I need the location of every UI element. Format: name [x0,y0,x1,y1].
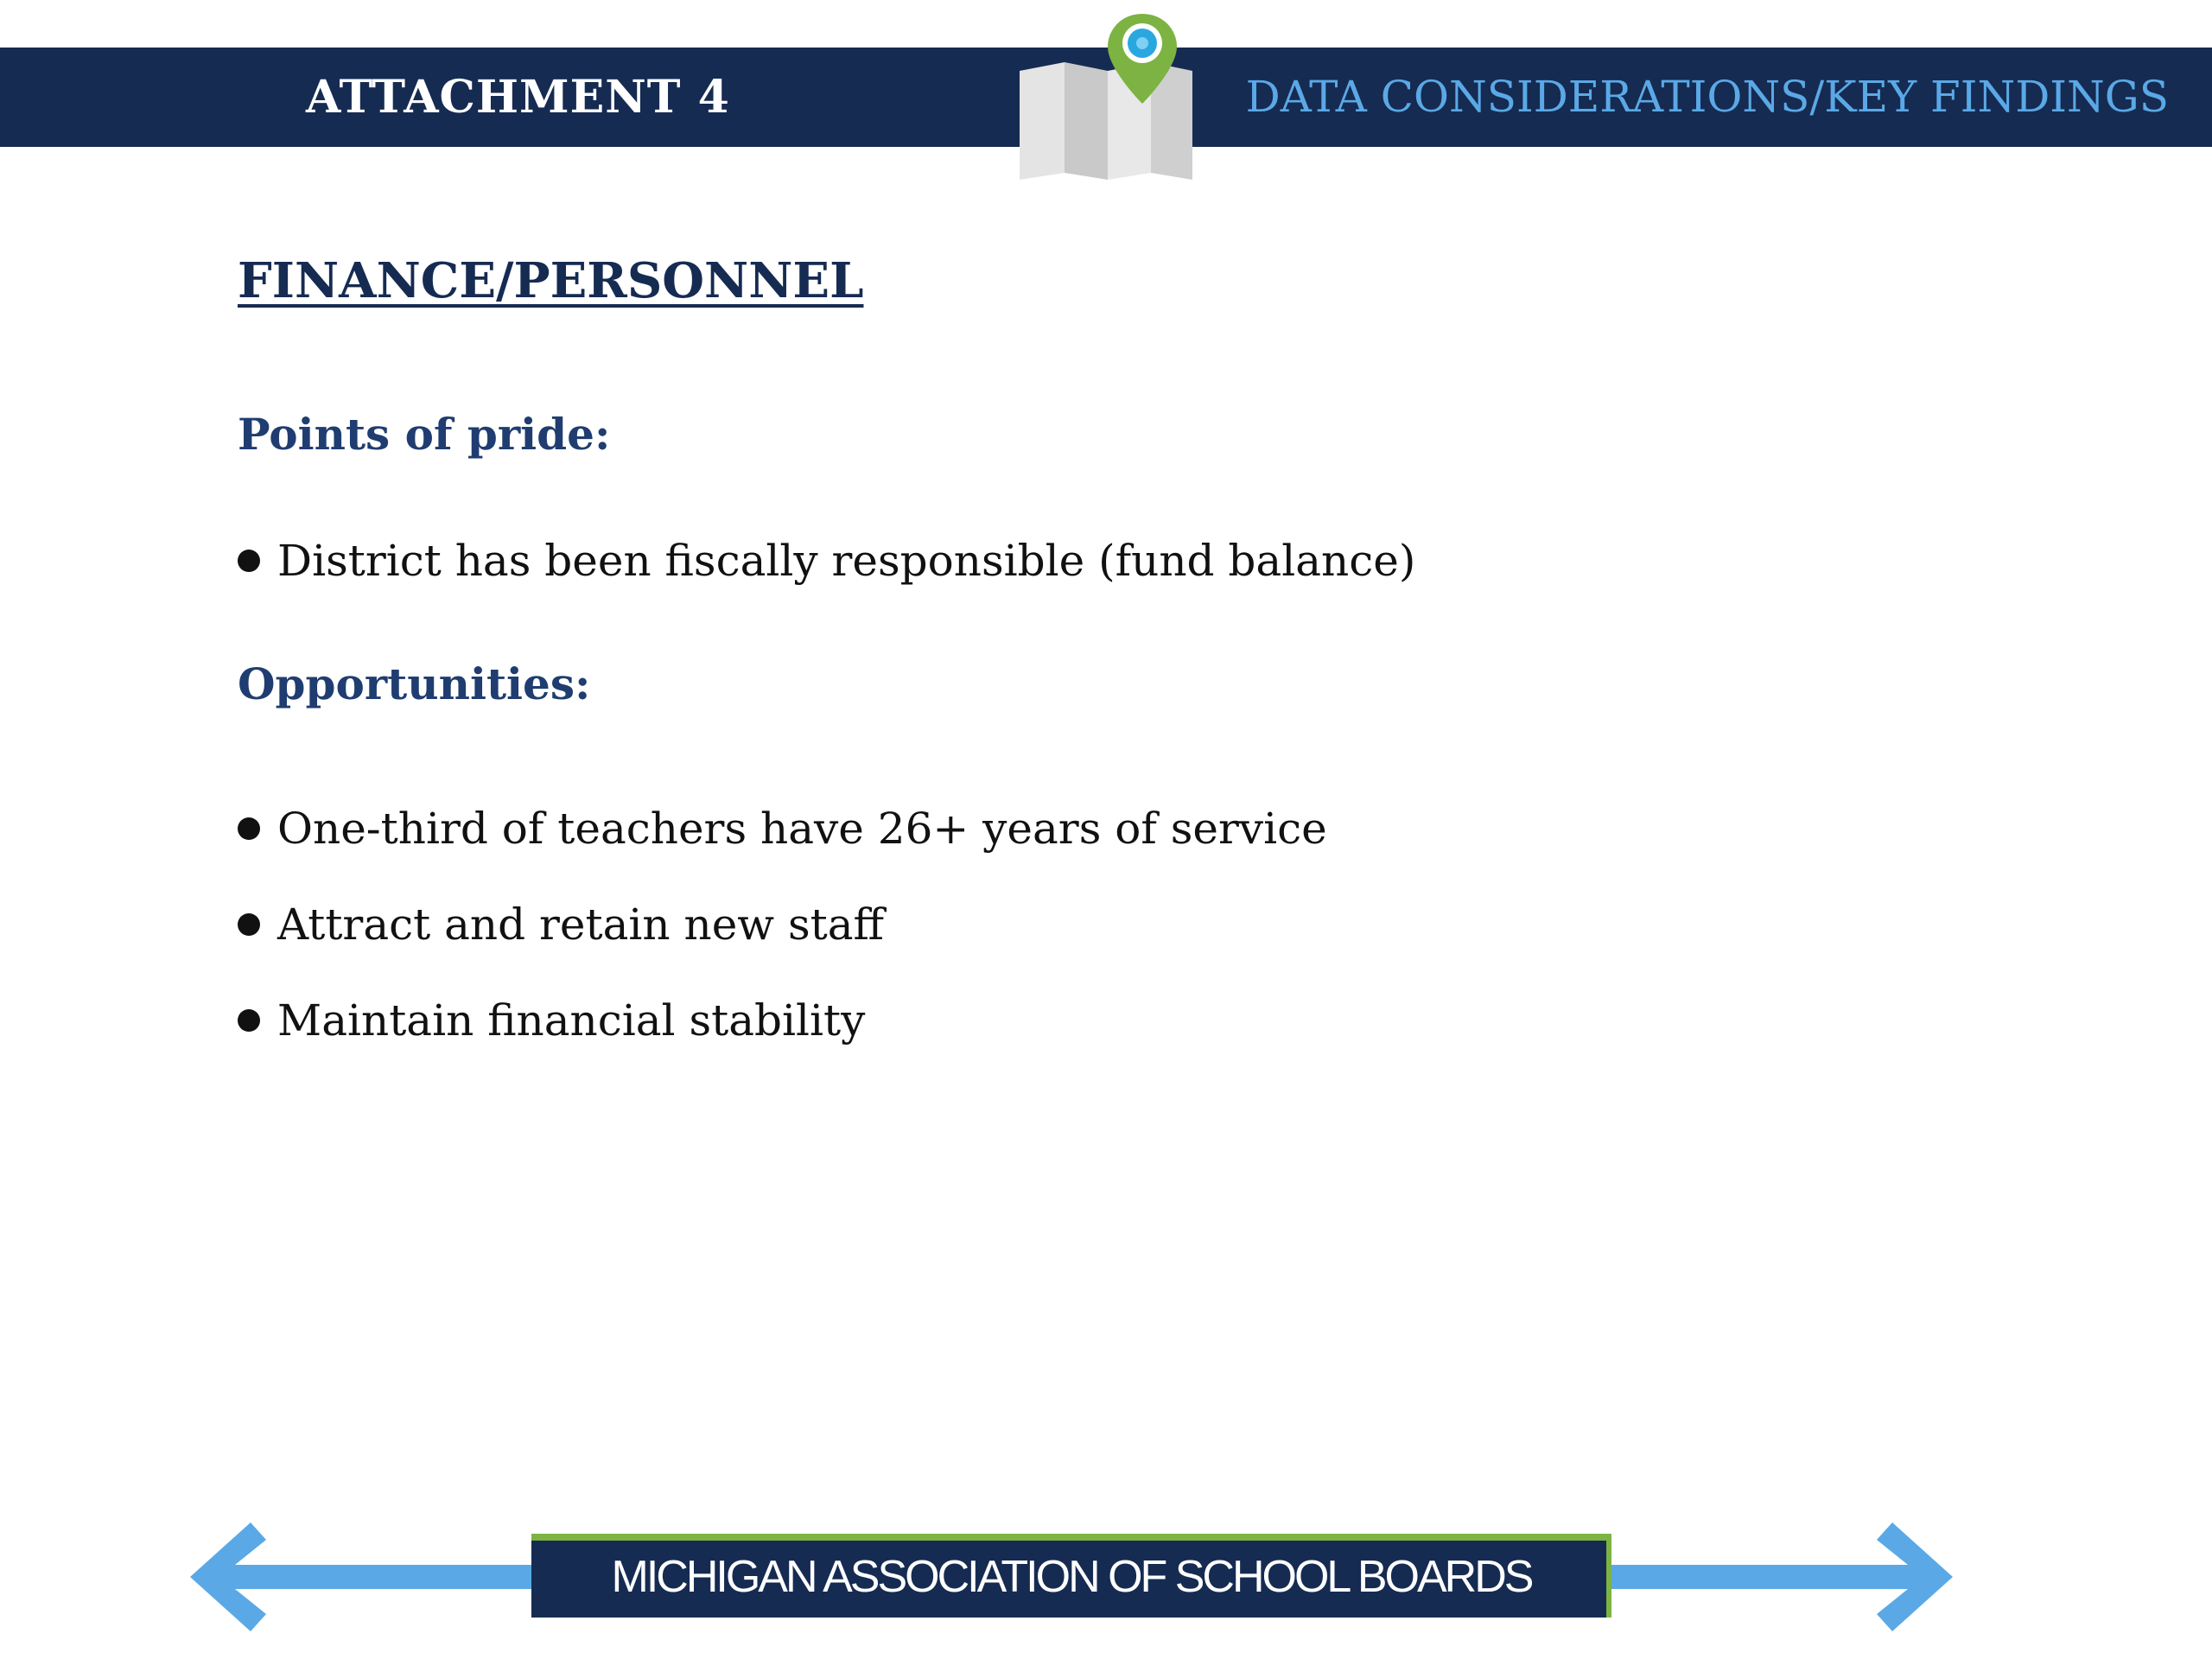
map-pin-icon [1011,0,1201,186]
list-item-text: Maintain financial stability [277,995,866,1046]
list-item-text: Attract and retain new staff [277,899,885,950]
points-of-pride-heading: Points of pride: [238,409,611,460]
footer-organization-name: MICHIGAN ASSOCIATION OF SCHOOL BOARDS [611,1552,1532,1602]
list-item [238,995,865,1046]
list-item [238,899,884,950]
list-item-text: One-third of teachers have 26+ years of service [277,804,1327,854]
bullet-icon [238,550,260,572]
page-title: FINANCE/PERSONNEL [238,252,864,309]
list-item-text: District has been fiscally responsible (fund balance) [277,536,1416,586]
bullet-icon [238,1009,260,1032]
bullet-icon [238,913,260,936]
list-item [238,804,1327,854]
header-attachment-label: ATTACHMENT 4 [306,71,730,124]
list-item [238,536,1415,586]
opportunities-heading: Opportunities: [238,658,591,709]
header-section-label: DATA CONSIDERATIONS/KEY FINDINGS [1245,72,2169,122]
bullet-icon [238,817,260,840]
